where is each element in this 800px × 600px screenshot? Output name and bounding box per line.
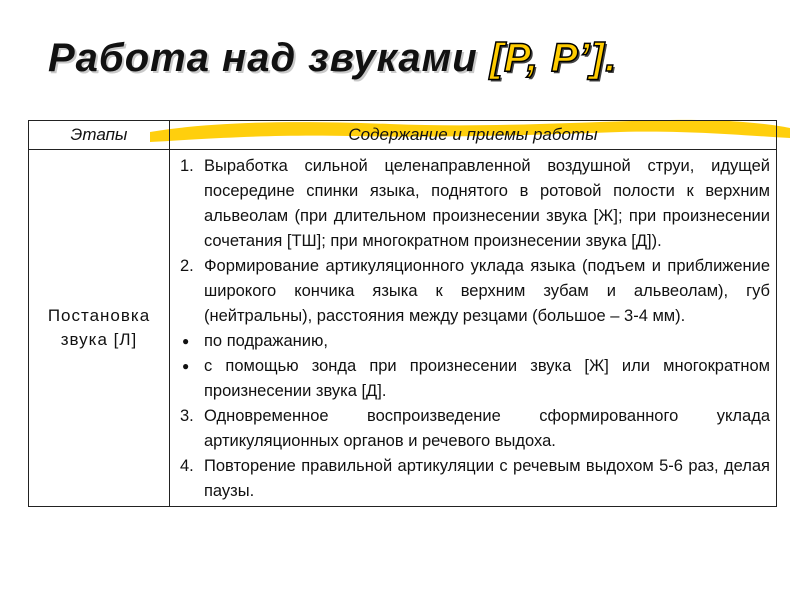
item-text: Одновременное воспроизведение сформированного уклада артикуляционных органов и речевого выдоха.: [204, 407, 770, 450]
title-main-text: Работа над звуками: [48, 36, 490, 80]
list-item: [174, 329, 770, 354]
stage-cell: [29, 150, 170, 507]
header-content: Содержание и приемы работы: [170, 121, 777, 150]
list-item: [174, 154, 770, 254]
bullet-icon: ●: [182, 359, 190, 373]
bullet-icon: ●: [182, 334, 190, 348]
item-text: с помощью зонда при произнесении звука [Ж] или многократном произнесении звука [Д].: [204, 357, 770, 400]
content-cell: [170, 150, 777, 507]
item-number: 2.: [180, 257, 194, 275]
stages-table: [28, 120, 777, 507]
slide-title: [48, 36, 617, 81]
table-header-row: [29, 121, 777, 150]
header-stages: Этапы: [29, 121, 170, 150]
item-text: Формирование артикуляционного уклада языка (подъем и приближение широкого кончика языка к верхним зубам и альвеолам), губ (нейтральны), расстояния между резцами (большое – 3-4 мм).: [204, 257, 770, 325]
list-item: [174, 404, 770, 454]
list-item: [174, 454, 770, 504]
item-number: 3.: [180, 407, 194, 425]
item-number: 4.: [180, 457, 194, 475]
item-text: по подражанию,: [204, 332, 328, 350]
list-item: [174, 254, 770, 329]
title-period: .: [605, 36, 618, 80]
item-text: Выработка сильной целенаправленной воздушной струи, идущей посередине спинки языка, поднятого в ротовой полости к верхним альвеолам (при длительном произнесении звука [Ж]; при произнесении сочетания [ТШ]; при многократном произнесении звука [Д]).: [204, 157, 770, 250]
list-item: [174, 354, 770, 404]
item-number: 1.: [180, 157, 194, 175]
item-text: Повторение правильной артикуляции с речевым выдохом 5-6 раз, делая паузы.: [204, 457, 770, 500]
table-row: [29, 150, 777, 507]
title-sounds-text: [Р, Р’]: [489, 36, 606, 80]
stage-label: Постановка звука [Л]: [47, 306, 151, 349]
